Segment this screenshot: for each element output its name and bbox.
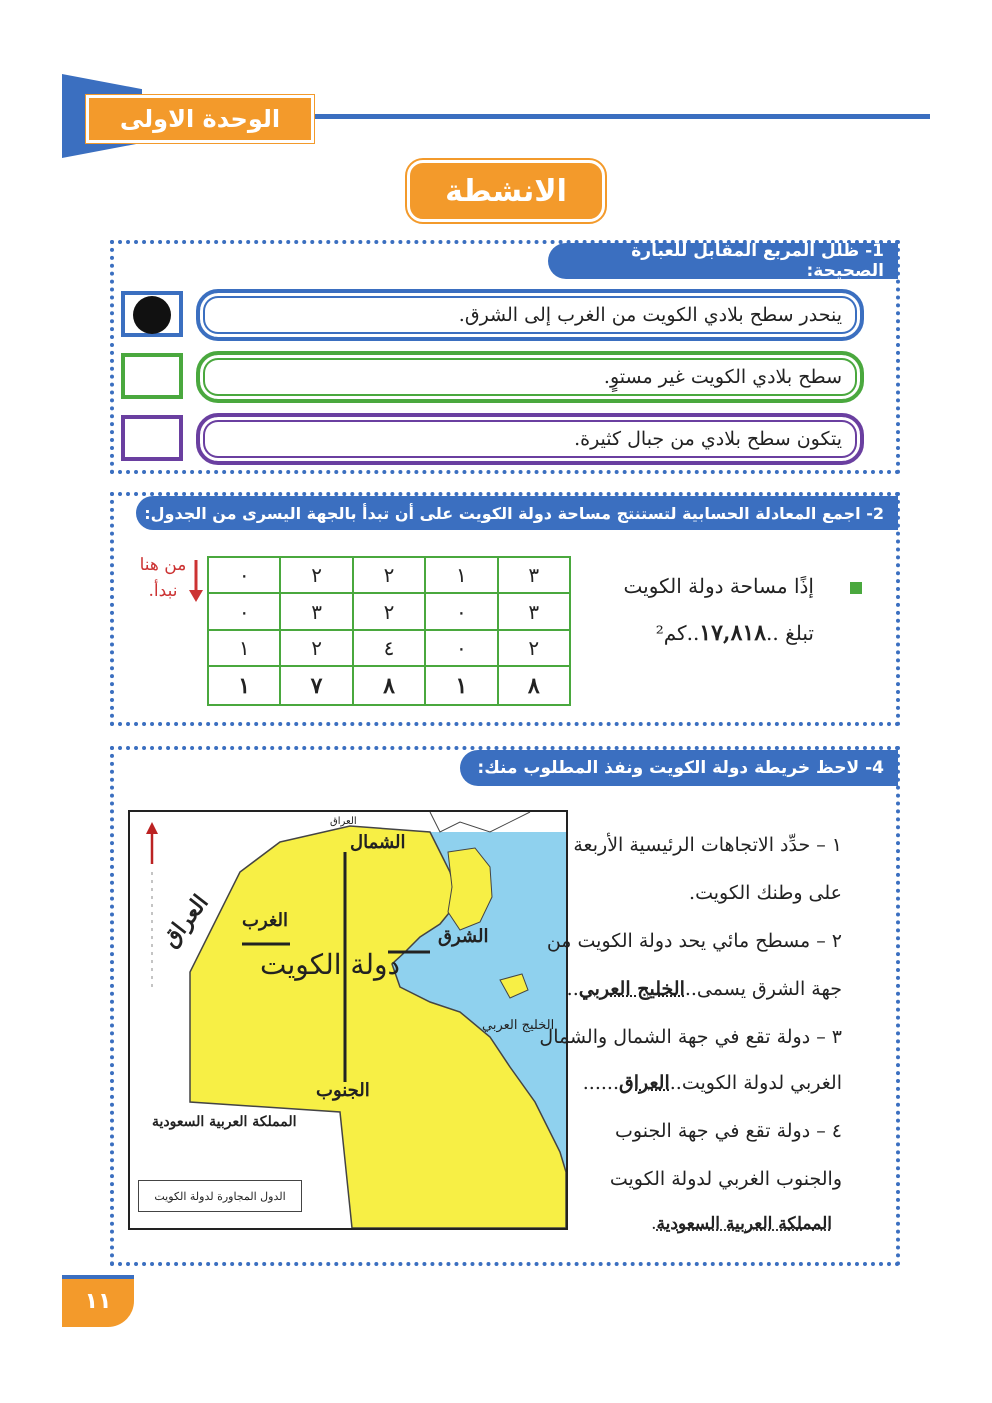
q4-item-3-prefix: الغربي لدولة الكويت.. [669,1072,842,1094]
q4-item-3-line2 [583,1072,842,1094]
q4-item-2-line2 [567,978,842,1000]
selected-dot-icon [133,296,171,334]
map-label-saudi: المملكة العربية السعودية [152,1114,297,1130]
result-cell: ٨ [353,666,425,705]
q1-option-3-text: يتكون سطح بلادي من جبال كثيرة. [574,428,842,450]
q4-item-4-suffix: . [651,1214,657,1234]
result-cell: ١ [208,666,280,705]
start-note-line1: من هنا [139,555,187,575]
table-cell: ٣ [280,593,352,629]
q1-option-2-text: سطح بلادي الكويت غير مستوٍ. [603,366,842,388]
q1-checkbox-2[interactable] [121,353,183,399]
q1-option-3 [196,413,864,465]
start-note [135,552,191,604]
table-cell: ٠ [208,557,280,593]
q1-checkbox-1[interactable] [121,291,183,337]
q1-option-1 [196,289,864,341]
q4-item-4-line3 [651,1214,832,1234]
q1-checkbox-3[interactable] [121,415,183,461]
q4-item-4-line1: ٤ – دولة تقع في جهة الجنوب [615,1120,842,1142]
q4-item-2-prefix: جهة الشرق يسمى.. [684,978,842,1000]
sum-table [207,556,571,706]
result-row [208,666,570,705]
table-cell: ٢ [353,557,425,593]
q1-option-1-text: ينحدر سطح بلادي الكويت من الغرب إلى الشرق. [458,304,842,326]
table-cell: ٠ [208,593,280,629]
q4-item-4-answer: المملكة العربية السعودية [656,1214,832,1234]
q4-item-2-line1: ٢ – مسطح مائي يحد دولة الكويت من [546,930,842,952]
table-row [208,630,570,666]
q4-item-2-suffix: .. [566,978,579,1000]
footer-rule [62,1275,134,1279]
area-answer-unit: ..كم² [655,621,700,645]
table-cell: ٣ [498,557,570,593]
green-bullet-icon [850,582,862,594]
table-row [208,557,570,593]
q2-heading: 2- اجمع المعادلة الحسابية لتستنتج مساحة دولة الكويت على أن تبدأ بالجهة اليسرى من الجدول: [136,496,898,530]
start-note-line2: نبدأ. [148,581,178,601]
map-label-east: الشرق [438,926,489,947]
area-answer-line2 [656,620,814,646]
q4-item-4-line2: والجنوب الغربي لدولة الكويت [609,1168,842,1190]
q1-heading: 1- ظلل المربع المقابل للعبارة الصحيحة: [548,243,898,279]
map-legend-text: الدول المجاورة لدولة الكويت [154,1189,286,1203]
q4-item-3-suffix: ...... [582,1072,620,1094]
table-cell: ١ [208,630,280,666]
result-cell: ٨ [498,666,570,705]
area-answer-line1: إذًا مساحة دولة الكويت [623,574,814,598]
table-cell: ٢ [353,593,425,629]
q4-item-2-answer: الخليج العربي [578,978,685,1000]
map-label-gulf: الخليج العربي [482,1018,555,1033]
map-label-south: الجنوب [316,1080,370,1101]
page-number: ١١ [62,1275,134,1327]
q4-item-1-line2: على وطنك الكويت. [689,882,842,904]
map-legend [138,1180,302,1212]
area-answer-value: ١٧,٨١٨ [699,620,767,646]
table-cell: ٢ [280,557,352,593]
q4-item-1-line1: ١ – حدِّد الاتجاهات الرئيسية الأربعة [573,834,842,856]
q4-item-3-answer: العراق [619,1072,670,1094]
unit-label: الوحدة الاولى [86,95,314,143]
header-rule [310,114,930,119]
map-label-iraq-top: العراق [330,816,357,827]
q4-item-3-line1: ٣ – دولة تقع في جهة الشمال والشمال [539,1026,842,1048]
table-cell: ٠ [425,593,497,629]
q4-heading: 4- لاحظ خريطة دولة الكويت ونفذ المطلوب منك: [460,750,898,786]
area-answer-prefix: تبلغ .. [766,621,814,645]
map-label-iraq-side: العراق [157,889,214,953]
kuwait-map [128,810,568,1230]
table-cell: ٤ [353,630,425,666]
map-label-north: الشمال [350,832,406,853]
table-cell: ٣ [498,593,570,629]
table-cell: ١ [425,557,497,593]
result-cell: ٧ [280,666,352,705]
down-arrow-icon [188,560,204,602]
table-cell: ٢ [498,630,570,666]
table-cell: ٠ [425,630,497,666]
table-row [208,593,570,629]
table-cell: ٢ [280,630,352,666]
result-cell: ١ [425,666,497,705]
map-label-kuwait: دولة الكويت [260,948,400,981]
q1-option-2 [196,351,864,403]
activities-title: الانشطة [407,160,605,222]
map-label-west: الغرب [242,910,289,931]
